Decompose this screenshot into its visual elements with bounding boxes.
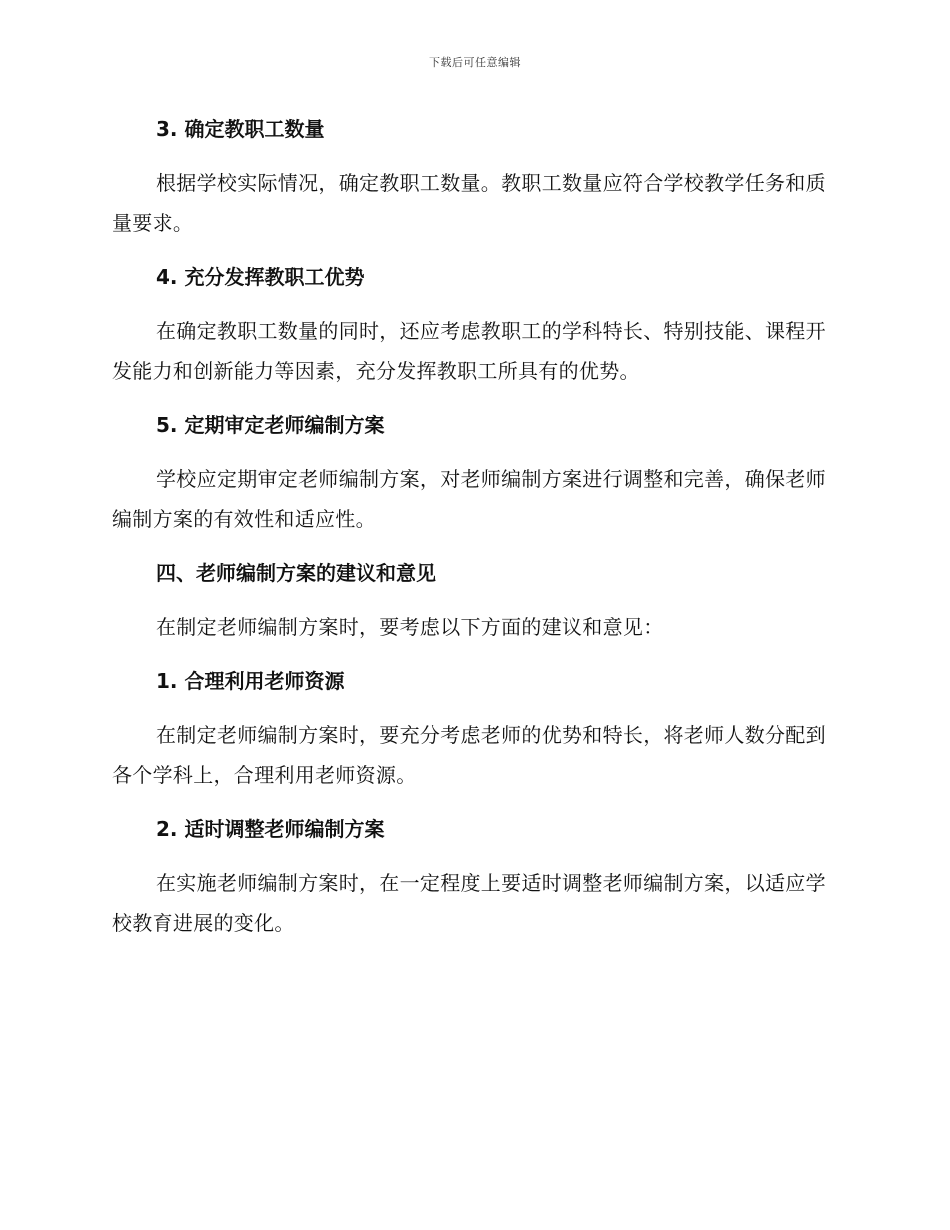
document-body bbox=[112, 112, 832, 943]
section-heading: 5. 定期审定老师编制方案 bbox=[156, 413, 385, 437]
section-paragraph: 在实施老师编制方案时，在一定程度上要适时调整老师编制方案，以适应学校教育进展的变化。 bbox=[112, 871, 826, 935]
section-5 bbox=[112, 408, 832, 556]
section-heading: 四、老师编制方案的建议和意见 bbox=[156, 561, 436, 585]
section-paragraph: 在制定老师编制方案时，要充分考虑老师的优势和特长，将老师人数分配到各个学科上，合理利用老师资源。 bbox=[112, 723, 826, 787]
section-heading: 4. 充分发挥教职工优势 bbox=[156, 265, 365, 289]
section-heading: 1. 合理利用老师资源 bbox=[156, 669, 345, 693]
section-paragraph: 根据学校实际情况，确定教职工数量。教职工数量应符合学校教学任务和质量要求。 bbox=[112, 171, 826, 235]
section-3 bbox=[112, 112, 832, 260]
section-four bbox=[112, 556, 832, 664]
section-2 bbox=[112, 812, 832, 943]
section-4 bbox=[112, 260, 832, 408]
header-note: 下载后可任意编辑 bbox=[429, 56, 521, 69]
section-heading: 2. 适时调整老师编制方案 bbox=[156, 817, 385, 841]
section-paragraph: 在制定老师编制方案时，要考虑以下方面的建议和意见： bbox=[156, 615, 664, 639]
section-paragraph: 学校应定期审定老师编制方案，对老师编制方案进行调整和完善，确保老师编制方案的有效性和适应性。 bbox=[112, 467, 826, 531]
section-1 bbox=[112, 664, 832, 812]
section-paragraph: 在确定教职工数量的同时，还应考虑教职工的学科特长、特别技能、课程开发能力和创新能力等因素，充分发挥教职工所具有的优势。 bbox=[112, 319, 826, 383]
section-heading: 3. 确定教职工数量 bbox=[156, 117, 325, 141]
